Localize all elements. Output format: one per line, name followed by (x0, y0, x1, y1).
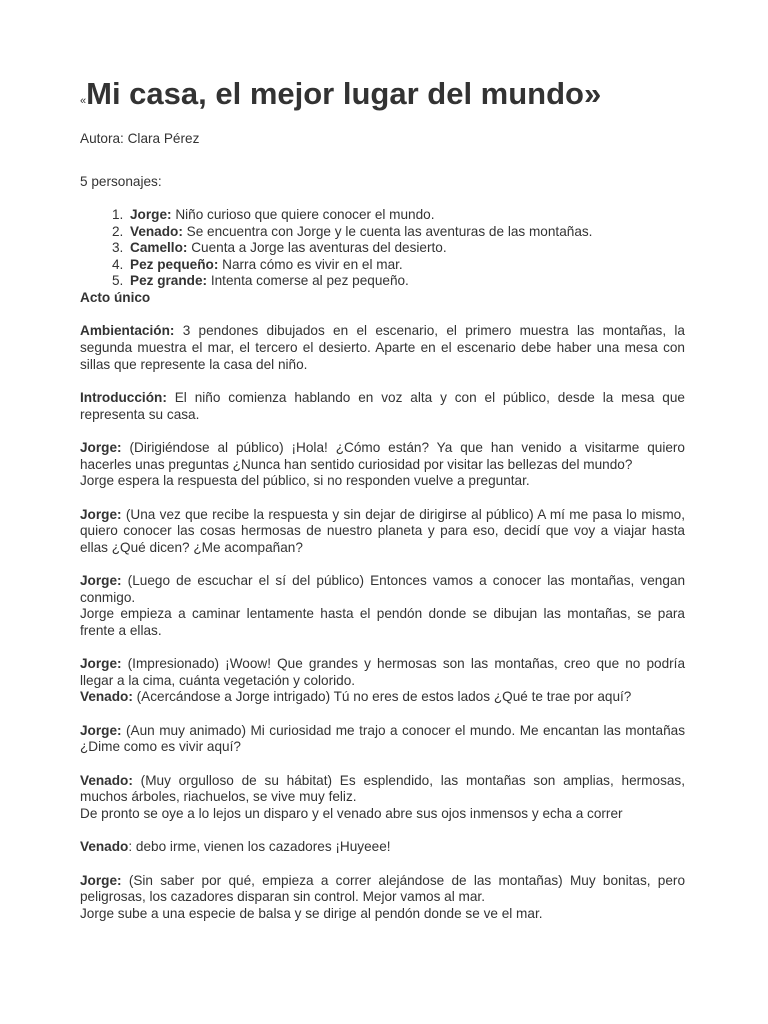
paragraph-text: 3 pendones dibujados en el escenario, el primero muestra las montañas, la segunda muestra el mar, el tercero el desierto. Aparte en el escenario debe haber una mesa con sillas que represente la casa del niño. (80, 323, 685, 372)
stage-direction: Jorge espera la respuesta del público, si no responden vuelve a preguntar. (80, 473, 530, 489)
list-number: 3. (112, 240, 124, 256)
speaker-label: Ambientación: (80, 323, 175, 339)
cast-list (112, 207, 690, 290)
dialogue-text: (Impresionado) ¡Woow! Que grandes y hermosas son las montañas, creo que no podría llegar a la cima, cuánta vegetación y colorido. (80, 656, 685, 688)
character-name: Pez pequeño: (130, 256, 219, 272)
script-body (80, 290, 685, 939)
speaker-label: Jorge: (80, 573, 122, 589)
list-number: 1. (112, 207, 124, 222)
speaker-label: Venado: (80, 772, 133, 788)
speaker-label: Venado (80, 839, 129, 855)
speaker-label: Venado: (80, 689, 133, 705)
intro-paragraph (80, 390, 685, 423)
speaker-label: Introducción: (80, 389, 167, 405)
dialogue-text: : debo irme, vienen los cazadores ¡Huyeee! (128, 839, 391, 855)
stage-direction: Jorge sube a una especie de balsa y se dirige al pendón donde se ve el mar. (80, 906, 543, 921)
character-description: Cuenta a Jorge las aventuras del desierto. (187, 240, 447, 256)
character-description: Se encuentra con Jorge y le cuenta las aventuras de las montañas. (182, 223, 593, 239)
cast-count: 5 personajes: (80, 174, 162, 189)
dialogue-paragraph (80, 773, 685, 823)
character-name: Pez grande: (130, 273, 208, 289)
dialogue-paragraph (80, 873, 685, 923)
ambient-paragraph (80, 323, 685, 373)
speaker-label: Jorge: (80, 872, 122, 888)
dialogue-paragraph (80, 573, 685, 639)
act-label: Acto único (80, 290, 151, 305)
list-number: 2. (112, 223, 124, 239)
list-item (112, 273, 690, 290)
dialogue-text: (Aun muy animado) Mi curiosidad me trajo a conocer el mundo. Me encantan las montañas ¿Dime como es vivir aquí? (80, 722, 685, 755)
speaker-label: Jorge: (80, 722, 122, 738)
dialogue-text: (Dirigiéndose al público) ¡Hola! ¿Cómo están? Ya que han venido a visitarme quiero hacerles unas preguntas ¿Nunca han sentido curiosidad por visitar las bellezas del mundo? (80, 439, 685, 472)
dialogue-text: (Sin saber por qué, empieza a correr alejándose de las montañas) Muy bonitas, pero peligrosas, los cazadores disparan sin control. Mejor vamos al mar. (80, 872, 685, 905)
character-name: Venado: (130, 223, 183, 239)
dialogue-text: (Una vez que recibe la respuesta y sin dejar de dirigirse al público) A mí me pasa lo mismo, quiero conocer las cosas hermosas de nuestro planeta y para eso, decidí que voy a viajar hasta ellas ¿Qué dicen? ¿Me acompañan? (80, 506, 685, 555)
character-name: Camello: (130, 240, 188, 256)
list-item (112, 240, 690, 257)
character-name: Jorge: (130, 207, 172, 222)
dialogue-text: (Acercándose a Jorge intrigado) Tú no eres de estos lados ¿Qué te trae por aquí? (132, 689, 632, 705)
stage-direction: Jorge empieza a caminar lentamente hasta el pendón donde se dibujan las montañas, se para frente a ellas. (80, 606, 685, 638)
author-line: Autora: Clara Pérez (80, 131, 200, 146)
character-description: Niño curioso que quiere conocer el mundo. (171, 207, 435, 222)
paragraph-text: El niño comienza hablando en voz alta y con el público, desde la mesa que representa su casa. (80, 389, 685, 422)
dialogue-paragraph (80, 440, 685, 490)
dialogue-paragraph (80, 723, 685, 756)
dialogue-text: (Muy orgulloso de su hábitat) Es esplendido, las montañas son amplias, hermosas, muchos árboles, riachuelos, se vive muy feliz. (80, 772, 685, 805)
speaker-label: Jorge: (80, 506, 122, 522)
dialogue-text: (Luego de escuchar el sí del público) Entonces vamos a conocer las montañas, vengan conmigo. (80, 573, 685, 605)
speaker-label: Jorge: (80, 656, 122, 672)
list-number: 4. (112, 256, 124, 272)
speaker-label: Jorge: (80, 439, 122, 455)
list-item (112, 223, 690, 241)
list-number: 5. (112, 273, 124, 289)
dialogue-paragraph (80, 507, 685, 557)
dialogue-paragraph (80, 656, 685, 706)
title-text: Mi casa, el mejor lugar del mundo» (86, 76, 602, 111)
dialogue-paragraph (80, 839, 685, 856)
list-item (112, 207, 690, 224)
character-description: Narra cómo es vivir en el mar. (218, 256, 403, 272)
page-title (80, 72, 601, 116)
title-open-quote: « (80, 95, 87, 107)
stage-direction: De pronto se oye a lo lejos un disparo y el venado abre sus ojos inmensos y echa a correr (80, 806, 623, 822)
act-heading (80, 290, 685, 307)
list-item (112, 256, 690, 274)
character-description: Intenta comerse al pez pequeño. (207, 273, 409, 289)
